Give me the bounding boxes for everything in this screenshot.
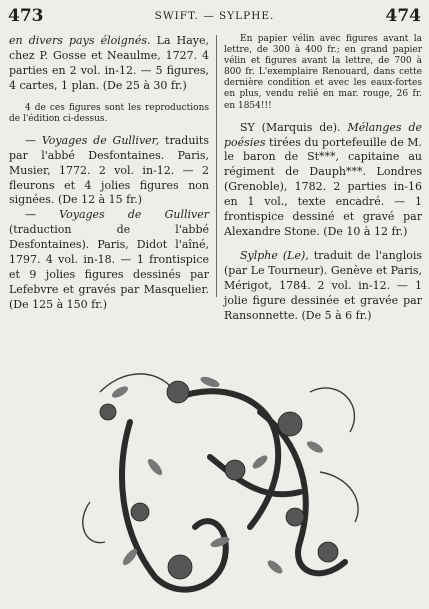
entry-title: Mélanges de poésies bbox=[224, 120, 422, 149]
left-column bbox=[9, 34, 209, 313]
left-page-number: 473 bbox=[8, 6, 44, 26]
right-page-number: 474 bbox=[385, 6, 421, 26]
entry-text: La Haye, chez P. Gosse et Neaulme, 1727. 4 parties en 2 vol. in-12. — 5 figures, 4 cartes, 1 plan. (De 25 à 30 fr.) bbox=[9, 34, 209, 92]
column-divider bbox=[216, 35, 217, 297]
entry-title: — Voyages de Gulliver bbox=[25, 208, 209, 222]
floral-monogram-icon bbox=[60, 352, 380, 602]
entry-gulliver-1772 bbox=[9, 134, 209, 209]
note-text: 4 de ces figures sont les reproductions de l'édition ci-dessus. bbox=[9, 102, 209, 124]
page-header bbox=[8, 6, 421, 28]
entry-gulliver-1727 bbox=[9, 34, 209, 94]
entry-title: Sylphe (Le), bbox=[240, 248, 309, 262]
entry-gulliver-1797 bbox=[9, 208, 209, 312]
entry-title: — Voyages de Gulliver, bbox=[25, 133, 160, 147]
entry-sy-melanges bbox=[224, 121, 422, 240]
entry-sylphe bbox=[224, 249, 422, 324]
right-column bbox=[224, 34, 422, 323]
entry-title: en divers pays éloignés. bbox=[9, 34, 151, 47]
entry-author: SY (Marquis de). bbox=[240, 120, 341, 134]
note-text: En papier vélin avec figures avant la lettre, de 300 à 400 fr.; en grand papier vélin et figures avant la lettre, de 700 à 800 fr. L'exemplaire Renouard, dans cette dernière condition et avec les eaux-fortes en plus, vendu relié en mar. rouge, 26 fr. en 1854!!! bbox=[224, 34, 422, 111]
entry-text: traduit de l'anglois (par Le Tourneur). Genève et Paris, Mérigot, 1784. 2 vol. in-12. — 1 jolie figure dessinée et gravée par Ransonnette. (De 5 à 6 fr.) bbox=[224, 248, 423, 322]
entry-text: (traduction de l'abbé Desfontaines). Paris, Didot l'aîné, 1797. 4 vol. in-18. — 1 frontispice et 9 jolies figures dessinés par Lefebvre et gravés par Masquelier. (De 125 à 150 fr.) bbox=[9, 223, 209, 311]
entry-text: traduits par l'abbé Desfontaines. Paris, Musier, 1772. 2 vol. in-12. — 2 fleurons et 4 jolies figures non signées. (De 12 à 15 fr.) bbox=[9, 133, 209, 207]
running-title: SWIFT. — SYLPHE. bbox=[154, 10, 275, 22]
entry-text: tirées du portefeuille de M. le baron de St***, capitaine au régiment de Dauph***. Londres (Grenoble), 1782. 2 parties in-16 en 1 vol., texte encadré. — 1 frontispice dessiné et gravé par Alexandre Stone. (De 10 à 12 fr.) bbox=[224, 135, 422, 238]
